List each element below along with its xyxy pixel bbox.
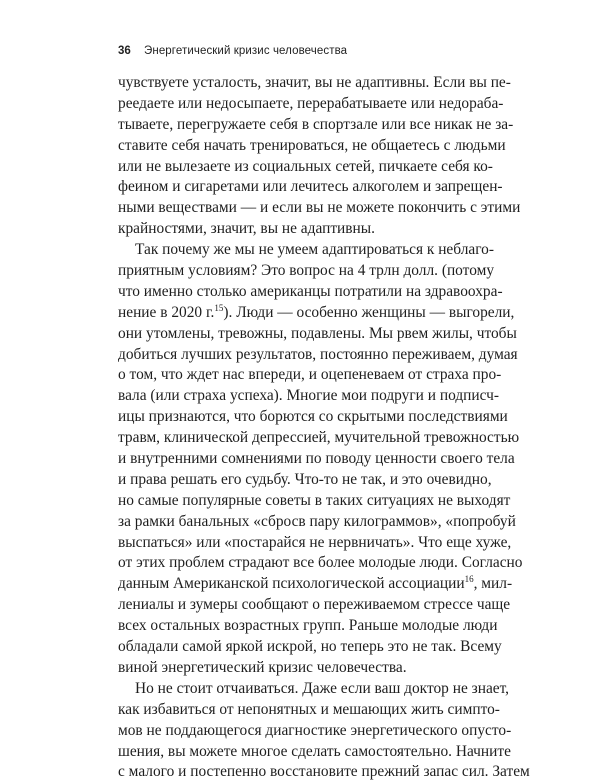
text-line: что именно столько американцы потратили на здравоохра- (118, 282, 503, 300)
text-line: и права решать его судьбу. Что-то не так, и это очевидно, (118, 470, 492, 488)
text-line: обладали самой яркой искрой, но теперь это не так. Всему (118, 638, 502, 656)
text-line: феином и сигаретами или лечитесь алкоголем и запрещен- (118, 178, 503, 196)
text-line: травм, клинической депрессией, мучительной тревожностью (118, 429, 520, 447)
footnote-ref-16: 16 (464, 574, 474, 585)
text-fragment: , мил- (473, 575, 513, 593)
text-line: виной энергетический кризис человечества. (118, 658, 407, 676)
text-line: от этих проблем страдают все более молодые люди. Согласно (118, 554, 523, 572)
text-line: с малого и постепенно восстановите прежний запас сил. Затем (118, 763, 530, 781)
text-line-with-footnote (118, 302, 515, 324)
text-line: реедаете или недосыпаете, перерабатываете или недораба- (118, 94, 504, 112)
text-line: Но не стоит отчаиваться. Даже если ваш доктор не знает, (135, 679, 510, 697)
text-line: за рамки банальных «сбросв пару килограммов», «попробуй (118, 512, 516, 530)
text-line: крайностями, значит, вы не адаптивны. (118, 220, 375, 238)
text-line-with-footnote (118, 574, 513, 595)
footnote-ref-15: 15 (214, 302, 224, 313)
text-line: но самые популярные советы в таких ситуациях не выходят (118, 491, 511, 509)
text-line: ными веществами — и если вы не можете покончить с этими (118, 199, 521, 217)
text-fragment: данным Американской психологической ассоциации (118, 575, 465, 593)
text-line: лениалы и зумеры сообщают о переживаемом стрессе чаще (118, 596, 511, 614)
text-line: и внутренними сомнениями по поводу ценности своего тела (118, 450, 515, 468)
running-header (118, 45, 347, 57)
text-line: добиться лучших результатов, постоянно переживаем, думая (118, 345, 518, 363)
text-line: тываете, перегружаете себя в спортзале или все никак не за- (118, 115, 514, 133)
text-line: вала (или страха успеха). Многие мои подруги и подписч- (118, 387, 500, 405)
text-fragment: нение в 2020 г. (118, 303, 215, 321)
page-number: 36 (118, 45, 131, 57)
text-line: ицы признаются, что борются со скрытыми последствиями (118, 408, 508, 426)
text-line: Так почему же мы не умеем адаптироваться к неблаго- (135, 241, 494, 259)
text-line: они утомлены, тревожны, подавлены. Мы рвем жилы, чтобы (118, 324, 517, 342)
text-line: шения, вы можете многое сделать самостоятельно. Начните (118, 742, 511, 760)
text-line: всех остальных возрастных групп. Раньше молодые люди (118, 617, 498, 635)
text-line: как избавиться от непонятных и мешающих жить симпто- (118, 700, 500, 718)
text-line: чувствуете усталость, значит, вы не адаптивны. Если вы пе- (118, 74, 511, 91)
book-title: Энергетический кризис человечества (144, 45, 348, 57)
text-line: приятным условиям? Это вопрос на 4 трлн долл. (потому (118, 262, 495, 280)
text-line: ставите себя начать тренироваться, не общаетесь с людьми (118, 136, 506, 154)
text-fragment: ). Люди — особенно женщины — выгорели, (223, 303, 515, 321)
text-line: или не вылезаете из социальных сетей, пичкаете себя ко- (118, 157, 493, 175)
text-line: мов не поддающегося диагностике энергетического опусто- (118, 721, 512, 739)
text-line: выспаться» или «постарайся не нервничать». Что еще хуже, (118, 533, 512, 551)
text-line: о том, что ждет нас впереди, и оцепеневаем от страха про- (118, 366, 502, 384)
body-text (118, 73, 530, 783)
